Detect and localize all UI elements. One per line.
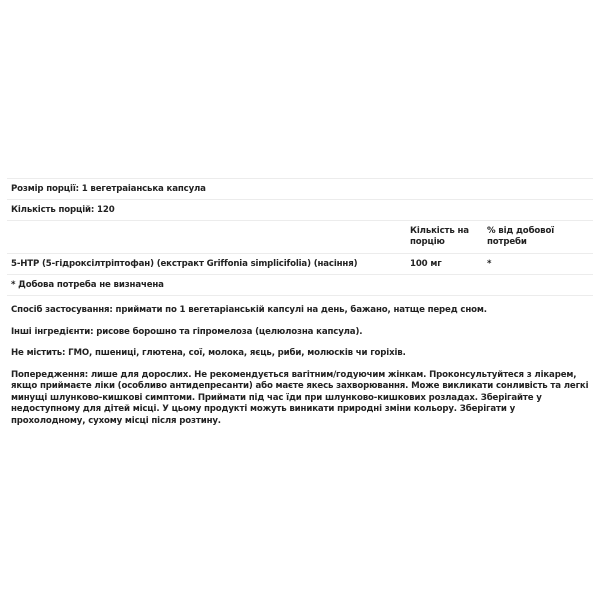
warning: Попередження: лише для дорослих. Не рекомендується вагітним/годуючим жінкам. Проконсультуйтеся з лікарем, якщо приймаєте ліки (особливо антидепресанти) або маєте якесь захворювання. Може викликати сонливість та легкі минущі шлунково-кишкові симптоми. Приймати під час їди при шлунково-кишкових розладах. Зберігайте у недоступному для дітей місці. У цьому продукті можуть виникати природні зміни кольору. Зберігати у прохолодному, сухому місці після розтину. — [11, 369, 589, 426]
free-from: Не містить: ГМО, пшениці, глютена, сої, молока, яєць, риби, молюсків чи горіхів. — [11, 348, 406, 358]
daily-value-header: % від добової потреби — [487, 226, 555, 247]
ingredient-daily-value: * — [487, 259, 492, 269]
footnote: * Добова потреба не визначена — [7, 274, 593, 296]
servings-per-container: Кількість порцій: 120 — [7, 199, 593, 220]
product-notes — [11, 305, 591, 437]
amount-per-serving-header: Кількість на порцію — [410, 226, 469, 247]
supplement-facts-table — [7, 178, 593, 296]
ingredient-amount: 100 мг — [410, 259, 442, 269]
other-ingredients: Інші інгредієнти: рисове борошно та гіпромелоза (целюлозна капсула). — [11, 326, 363, 337]
table-header — [7, 220, 593, 253]
ingredient-name: 5-HTP (5-гідроксілтріптофан) (екстракт Griffonia simplicifolia) (насіння) — [11, 259, 358, 269]
table-row — [7, 253, 593, 274]
usage-directions: Спосіб застосування: приймати по 1 вегетаріанській капсулі на день, бажано, натще перед сном. — [11, 305, 487, 315]
serving-size: Розмір порції: 1 вегетраіанська капсула — [7, 178, 593, 199]
